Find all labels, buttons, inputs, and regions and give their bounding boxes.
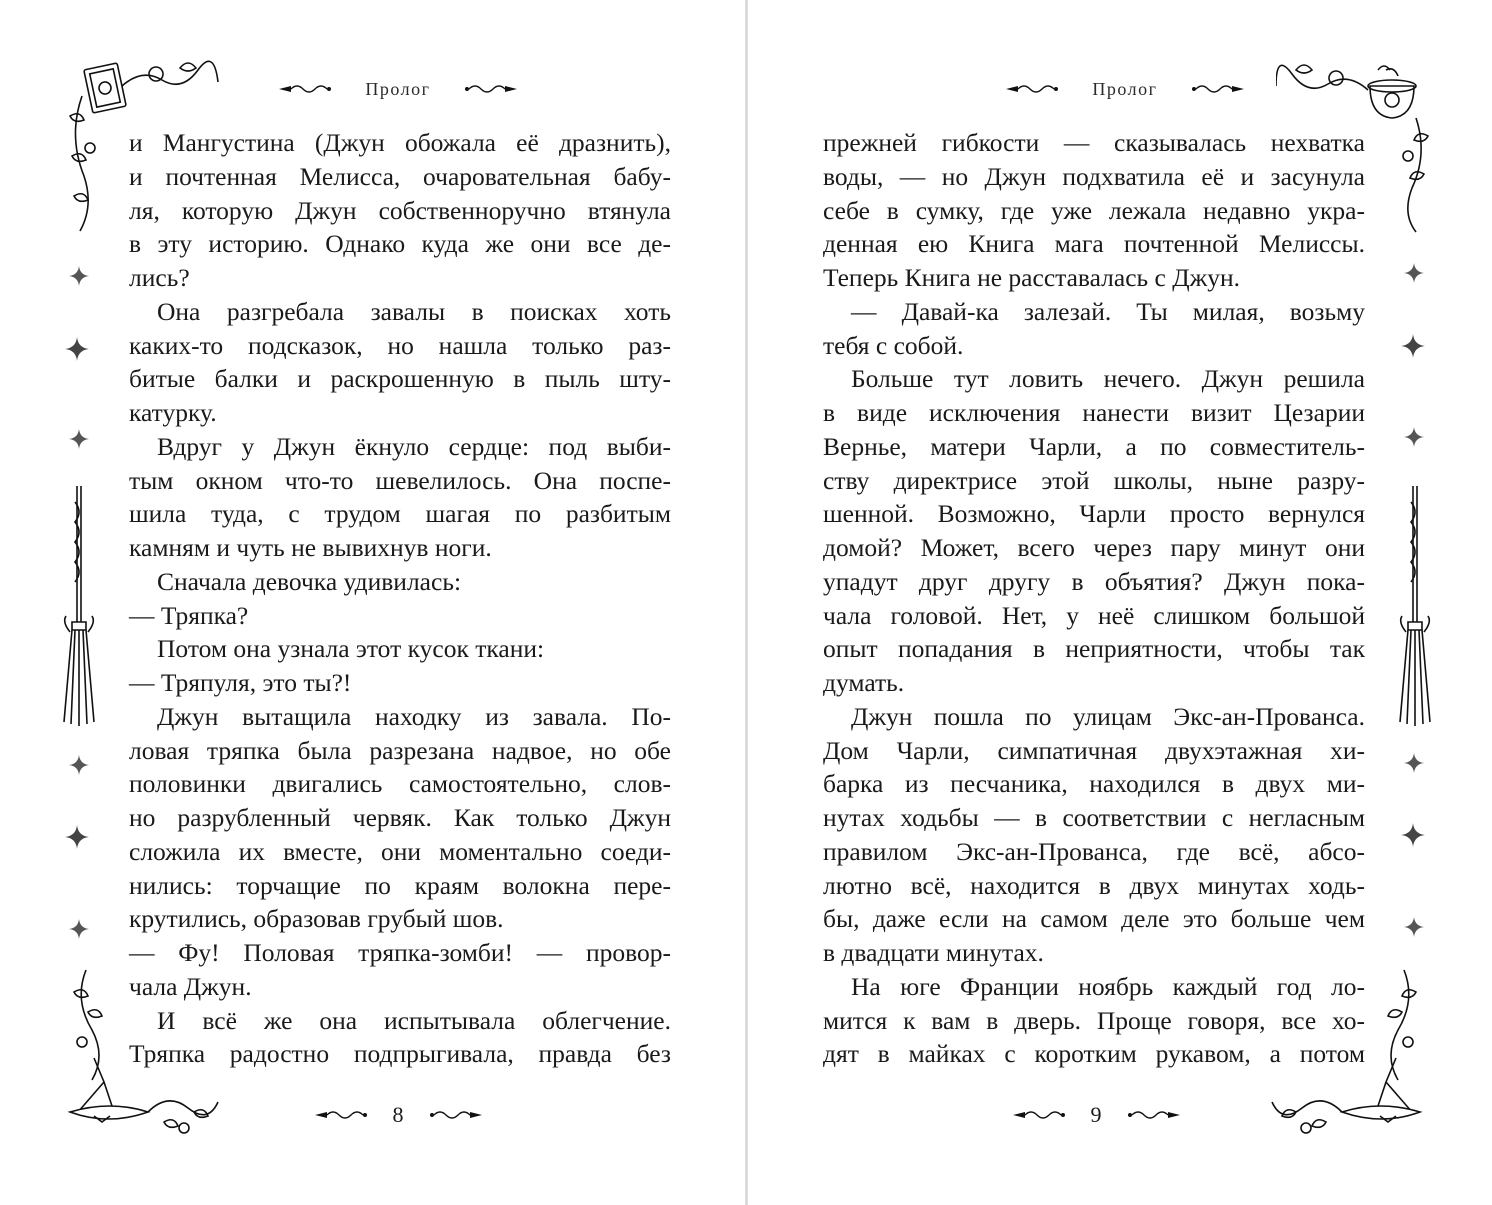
text-line: нились: торчащие по краям волокна пере- xyxy=(129,870,671,900)
right-page xyxy=(748,0,1492,1205)
text-line: битые балки и раскрошенную в пыль шту- xyxy=(129,364,671,394)
text-line: в эту историю. Однако куда же они все де- xyxy=(129,229,671,259)
broom-icon xyxy=(1398,482,1432,732)
page-number: 9 xyxy=(1090,1102,1102,1127)
sparkle-star-icon xyxy=(68,918,90,940)
text-line: ля, которую Джун собственноручно втянула xyxy=(129,195,671,225)
text-line: лютно всё, находится в двух минутах ходь- xyxy=(823,870,1365,900)
text-line: Потом она узнала этот кусок ткани: xyxy=(157,634,545,664)
text-line: — Давай-ка залезай. Ты милая, возьму xyxy=(851,296,1365,326)
sparkle-star-icon xyxy=(1403,752,1425,774)
text-line: воды, — но Джун подхватила её и засунула xyxy=(823,161,1365,191)
sparkle-star-icon xyxy=(68,754,90,776)
text-line: опыт попадания в неприятности, чтобы так xyxy=(823,634,1365,664)
text-line: Больше тут ловить нечего. Джун решила xyxy=(851,364,1365,394)
text-line: правилом Экс-ан-Прованса, где всё, абсо- xyxy=(823,836,1365,866)
page-number: 8 xyxy=(392,1102,404,1127)
text-line: камням и чуть не вывихнув ноги. xyxy=(129,533,492,562)
flourish-icon xyxy=(422,1108,484,1122)
text-line: чала Джун. xyxy=(129,971,252,1001)
text-line: Тряпка радостно подпрыгивала, правда без xyxy=(129,1039,671,1069)
running-head xyxy=(270,76,526,102)
text-line: — Фу! Половая тряпка-зомби! — провор- xyxy=(129,938,671,967)
folio xyxy=(998,1100,1194,1130)
text-line: Она разгребала завалы в поисках хоть xyxy=(157,296,671,326)
text-line: Джун пошла по улицам Экс-ан-Прованса. xyxy=(851,701,1365,731)
text-line: Дом Чарли, симпатичная двухэтажная хи- xyxy=(823,735,1365,765)
text-line: Вдруг у Джун ёкнуло сердце: под выби- xyxy=(157,431,671,461)
running-head xyxy=(966,76,1284,102)
text-line: сложила их вместе, они моментально соеди- xyxy=(129,836,671,866)
text-line: Вернье, матери Чарли, а по совместитель- xyxy=(823,431,1365,461)
text-line: — Тряпуля, это ты?! xyxy=(129,668,352,697)
flourish-icon xyxy=(313,1108,375,1122)
running-head-title: Пролог xyxy=(1092,78,1158,99)
flourish-icon xyxy=(1120,1108,1182,1122)
sparkle-star-icon xyxy=(1403,262,1425,284)
sparkle-star-icon xyxy=(1403,426,1425,448)
text-line: нутах ходьбы — в соответствии с негласным xyxy=(823,803,1365,832)
sparkle-star-icon xyxy=(68,265,90,287)
text-line: ству директрисе этой школы, ныне разру- xyxy=(823,465,1365,495)
text-line: И всё же она испытывала облегчение. xyxy=(157,1005,671,1035)
text-line: Сначала девочка удивилась: xyxy=(157,566,462,596)
text-line: крутились, образовав грубый шов. xyxy=(129,904,504,934)
text-line: мится к вам в дверь. Проще говоря, все хо- xyxy=(823,1005,1365,1035)
folio xyxy=(300,1100,496,1130)
left-page xyxy=(0,0,745,1205)
text-line: лись? xyxy=(129,263,190,292)
text-line: шила туда, с трудом шагая по разбитым xyxy=(129,499,671,529)
text-line: думать. xyxy=(823,668,905,697)
text-line: На юге Франции ноябрь каждый год ло- xyxy=(851,971,1365,1001)
text-line: Джун вытащила находку из завала. По- xyxy=(157,701,671,731)
spellbook-vine-icon xyxy=(60,56,220,236)
broom-icon xyxy=(62,482,96,732)
text-line: — Тряпка? xyxy=(129,600,249,630)
cauldron-vine-icon xyxy=(1276,56,1436,236)
sparkle-star-icon xyxy=(1400,822,1426,848)
flourish-icon xyxy=(277,82,339,96)
text-line: тебя с собой. xyxy=(823,330,964,360)
witch-hat-vine-icon xyxy=(64,962,224,1142)
text-line: катурку. xyxy=(129,398,217,427)
text-line: себе в сумку, где уже лежала недавно укра- xyxy=(823,195,1365,225)
sparkle-star-icon xyxy=(64,824,90,850)
text-line: но разрубленный червяк. Как только Джун xyxy=(129,803,671,832)
text-line: денная ею Книга мага почтенной Мелиссы. xyxy=(823,229,1365,259)
flourish-icon xyxy=(1184,82,1246,96)
text-line: ловая тряпка была разрезана надвое, но обе xyxy=(129,735,671,765)
body-text xyxy=(823,126,1365,1071)
witch-hat-vine-icon xyxy=(1266,962,1426,1142)
flourish-icon xyxy=(1004,82,1066,96)
text-line: шенной. Возможно, Чарли просто вернулся xyxy=(823,499,1365,529)
sparkle-star-icon xyxy=(1400,333,1426,359)
text-line: Теперь Книга не расставалась с Джун. xyxy=(823,263,1241,292)
text-line: в виде исключения нанести визит Цезарии xyxy=(823,398,1365,427)
text-line: бы, даже если на самом деле это больше чем xyxy=(823,904,1365,934)
text-line: половинки двигались самостоятельно, слов- xyxy=(129,769,671,799)
text-line: тым окном что-то шевелилось. Она поспе- xyxy=(129,465,671,495)
running-head-title: Пролог xyxy=(365,78,431,99)
text-line: и почтенная Мелисса, очаровательная бабу- xyxy=(129,161,671,191)
body-text xyxy=(129,126,671,1071)
sparkle-star-icon xyxy=(64,336,90,362)
text-line: упадут друг другу в объятия? Джун пока- xyxy=(823,566,1365,596)
text-line: и Мангустина (Джун обожала её дразнить), xyxy=(129,128,671,157)
sparkle-star-icon xyxy=(1403,916,1425,938)
text-line: каких-то подсказок, но нашла только раз- xyxy=(129,330,671,360)
text-line: прежней гибкости — сказывалась нехватка xyxy=(823,128,1365,157)
text-line: дят в майках с коротким рукавом, а потом xyxy=(823,1039,1365,1069)
flourish-icon xyxy=(1011,1108,1073,1122)
flourish-icon xyxy=(457,82,519,96)
sparkle-star-icon xyxy=(68,428,90,450)
text-line: домой? Может, всего через пару минут они xyxy=(823,533,1365,562)
text-line: в двадцати минутах. xyxy=(823,938,1044,967)
text-line: чала головой. Нет, у неё слишком большой xyxy=(823,600,1365,630)
text-line: барка из песчаника, находился в двух ми- xyxy=(823,769,1365,799)
